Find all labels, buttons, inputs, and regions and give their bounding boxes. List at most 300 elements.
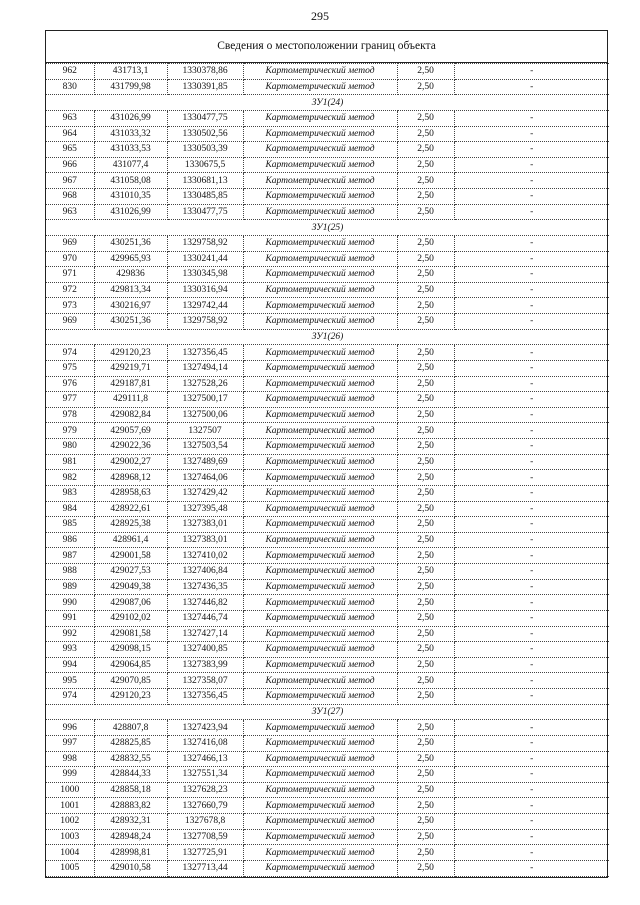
method-cell: Картометрический метод xyxy=(243,626,397,642)
point-number-cell: 974 xyxy=(46,345,94,361)
note-cell: - xyxy=(454,126,609,142)
table-row xyxy=(46,439,609,455)
x-coordinate-cell: 431799,98 xyxy=(94,79,167,95)
point-number-cell: 993 xyxy=(46,642,94,658)
y-coordinate-cell: 1327708,59 xyxy=(167,829,243,845)
y-coordinate-cell: 1327446,82 xyxy=(167,595,243,611)
method-cell: Картометрический метод xyxy=(243,532,397,548)
accuracy-cell: 2,50 xyxy=(397,751,454,767)
accuracy-cell: 2,50 xyxy=(397,501,454,517)
table-row xyxy=(46,626,609,642)
note-cell: - xyxy=(454,798,609,814)
table-row xyxy=(46,392,609,408)
table-row xyxy=(46,314,609,330)
note-cell: - xyxy=(454,767,609,783)
accuracy-cell: 2,50 xyxy=(397,423,454,439)
method-cell: Картометрический метод xyxy=(243,610,397,626)
note-cell: - xyxy=(454,376,609,392)
y-coordinate-cell: 1327383,99 xyxy=(167,657,243,673)
point-number-cell: 978 xyxy=(46,407,94,423)
note-cell: - xyxy=(454,407,609,423)
accuracy-cell: 2,50 xyxy=(397,298,454,314)
point-number-cell: 987 xyxy=(46,548,94,564)
point-number-cell: 974 xyxy=(46,689,94,705)
table-row xyxy=(46,64,609,80)
y-coordinate-cell: 1330378,86 xyxy=(167,64,243,80)
point-number-cell: 981 xyxy=(46,454,94,470)
table-row xyxy=(46,532,609,548)
note-cell: - xyxy=(454,626,609,642)
y-coordinate-cell: 1327383,01 xyxy=(167,532,243,548)
point-number-cell: 969 xyxy=(46,235,94,251)
accuracy-cell: 2,50 xyxy=(397,610,454,626)
accuracy-cell: 2,50 xyxy=(397,251,454,267)
x-coordinate-cell: 428832,55 xyxy=(94,751,167,767)
method-cell: Картометрический метод xyxy=(243,376,397,392)
point-number-cell: 980 xyxy=(46,439,94,455)
method-cell: Картометрический метод xyxy=(243,642,397,658)
method-cell: Картометрический метод xyxy=(243,829,397,845)
accuracy-cell: 2,50 xyxy=(397,626,454,642)
y-coordinate-cell: 1327356,45 xyxy=(167,345,243,361)
table-row xyxy=(46,345,609,361)
accuracy-cell: 2,50 xyxy=(397,673,454,689)
y-coordinate-cell: 1327423,94 xyxy=(167,720,243,736)
point-number-cell: 979 xyxy=(46,423,94,439)
accuracy-cell: 2,50 xyxy=(397,282,454,298)
table-row xyxy=(46,610,609,626)
method-cell: Картометрический метод xyxy=(243,267,397,283)
table-title: Сведения о местоположении границ объекта xyxy=(46,31,607,63)
y-coordinate-cell: 1327628,23 xyxy=(167,782,243,798)
accuracy-cell: 2,50 xyxy=(397,235,454,251)
note-cell: - xyxy=(454,579,609,595)
group-header-row xyxy=(46,95,609,111)
point-number-cell: 977 xyxy=(46,392,94,408)
note-cell: - xyxy=(454,235,609,251)
table-row xyxy=(46,767,609,783)
note-cell: - xyxy=(454,173,609,189)
y-coordinate-cell: 1327395,48 xyxy=(167,501,243,517)
point-number-cell: 968 xyxy=(46,189,94,205)
table-row xyxy=(46,235,609,251)
y-coordinate-cell: 1330675,5 xyxy=(167,157,243,173)
note-cell: - xyxy=(454,642,609,658)
note-cell: - xyxy=(454,532,609,548)
x-coordinate-cell: 428948,24 xyxy=(94,829,167,845)
table-row xyxy=(46,735,609,751)
accuracy-cell: 2,50 xyxy=(397,517,454,533)
y-coordinate-cell: 1327725,91 xyxy=(167,845,243,861)
x-coordinate-cell: 430216,97 xyxy=(94,298,167,314)
table-row xyxy=(46,673,609,689)
note-cell: - xyxy=(454,79,609,95)
x-coordinate-cell: 429081,58 xyxy=(94,626,167,642)
method-cell: Картометрический метод xyxy=(243,126,397,142)
note-cell: - xyxy=(454,360,609,376)
point-number-cell: 830 xyxy=(46,79,94,95)
accuracy-cell: 2,50 xyxy=(397,860,454,876)
accuracy-cell: 2,50 xyxy=(397,579,454,595)
point-number-cell: 972 xyxy=(46,282,94,298)
table-row xyxy=(46,189,609,205)
note-cell: - xyxy=(454,282,609,298)
coordinates-table xyxy=(46,63,609,877)
y-coordinate-cell: 1330316,94 xyxy=(167,282,243,298)
point-number-cell: 986 xyxy=(46,532,94,548)
method-cell: Картометрический метод xyxy=(243,282,397,298)
table-row xyxy=(46,173,609,189)
x-coordinate-cell: 429070,85 xyxy=(94,673,167,689)
point-number-cell: 963 xyxy=(46,204,94,220)
y-coordinate-cell: 1327400,85 xyxy=(167,642,243,658)
note-cell: - xyxy=(454,298,609,314)
accuracy-cell: 2,50 xyxy=(397,485,454,501)
accuracy-cell: 2,50 xyxy=(397,314,454,330)
x-coordinate-cell: 429002,27 xyxy=(94,454,167,470)
y-coordinate-cell: 1327410,02 xyxy=(167,548,243,564)
point-number-cell: 996 xyxy=(46,720,94,736)
accuracy-cell: 2,50 xyxy=(397,720,454,736)
table-row xyxy=(46,376,609,392)
note-cell: - xyxy=(454,720,609,736)
table-row xyxy=(46,142,609,158)
accuracy-cell: 2,50 xyxy=(397,79,454,95)
method-cell: Картометрический метод xyxy=(243,360,397,376)
point-number-cell: 1004 xyxy=(46,845,94,861)
y-coordinate-cell: 1327500,06 xyxy=(167,407,243,423)
point-number-cell: 988 xyxy=(46,564,94,580)
method-cell: Картометрический метод xyxy=(243,767,397,783)
y-coordinate-cell: 1327500,17 xyxy=(167,392,243,408)
y-coordinate-cell: 1327494,14 xyxy=(167,360,243,376)
table-row xyxy=(46,845,609,861)
y-coordinate-cell: 1330681,13 xyxy=(167,173,243,189)
table-row xyxy=(46,657,609,673)
accuracy-cell: 2,50 xyxy=(397,845,454,861)
x-coordinate-cell: 429111,8 xyxy=(94,392,167,408)
x-coordinate-cell: 431713,1 xyxy=(94,64,167,80)
note-cell: - xyxy=(454,548,609,564)
point-number-cell: 969 xyxy=(46,314,94,330)
y-coordinate-cell: 1330241,44 xyxy=(167,251,243,267)
y-coordinate-cell: 1327446,74 xyxy=(167,610,243,626)
method-cell: Картометрический метод xyxy=(243,407,397,423)
x-coordinate-cell: 428922,61 xyxy=(94,501,167,517)
x-coordinate-cell: 428844,33 xyxy=(94,767,167,783)
x-coordinate-cell: 429219,71 xyxy=(94,360,167,376)
accuracy-cell: 2,50 xyxy=(397,595,454,611)
group-header-row xyxy=(46,704,609,720)
table-row xyxy=(46,689,609,705)
method-cell: Картометрический метод xyxy=(243,548,397,564)
note-cell: - xyxy=(454,485,609,501)
point-number-cell: 994 xyxy=(46,657,94,673)
x-coordinate-cell: 431010,35 xyxy=(94,189,167,205)
method-cell: Картометрический метод xyxy=(243,204,397,220)
table-row xyxy=(46,782,609,798)
accuracy-cell: 2,50 xyxy=(397,532,454,548)
x-coordinate-cell: 428961,4 xyxy=(94,532,167,548)
point-number-cell: 983 xyxy=(46,485,94,501)
y-coordinate-cell: 1330477,75 xyxy=(167,204,243,220)
y-coordinate-cell: 1330391,85 xyxy=(167,79,243,95)
y-coordinate-cell: 1327464,06 xyxy=(167,470,243,486)
note-cell: - xyxy=(454,517,609,533)
table-row xyxy=(46,564,609,580)
table-row xyxy=(46,470,609,486)
point-number-cell: 964 xyxy=(46,126,94,142)
accuracy-cell: 2,50 xyxy=(397,142,454,158)
point-number-cell: 999 xyxy=(46,767,94,783)
method-cell: Картометрический метод xyxy=(243,720,397,736)
method-cell: Картометрический метод xyxy=(243,189,397,205)
table-row xyxy=(46,267,609,283)
accuracy-cell: 2,50 xyxy=(397,657,454,673)
y-coordinate-cell: 1327436,35 xyxy=(167,579,243,595)
x-coordinate-cell: 429027,53 xyxy=(94,564,167,580)
boundary-table-sheet xyxy=(45,30,608,878)
table-row xyxy=(46,251,609,267)
x-coordinate-cell: 428998,81 xyxy=(94,845,167,861)
x-coordinate-cell: 431058,08 xyxy=(94,173,167,189)
note-cell: - xyxy=(454,610,609,626)
y-coordinate-cell: 1327358,07 xyxy=(167,673,243,689)
x-coordinate-cell: 428883,82 xyxy=(94,798,167,814)
table-row xyxy=(46,407,609,423)
y-coordinate-cell: 1327416,08 xyxy=(167,735,243,751)
y-coordinate-cell: 1327489,69 xyxy=(167,454,243,470)
accuracy-cell: 2,50 xyxy=(397,173,454,189)
point-number-cell: 1005 xyxy=(46,860,94,876)
point-number-cell: 962 xyxy=(46,64,94,80)
accuracy-cell: 2,50 xyxy=(397,345,454,361)
x-coordinate-cell: 429010,58 xyxy=(94,860,167,876)
method-cell: Картометрический метод xyxy=(243,657,397,673)
x-coordinate-cell: 431033,32 xyxy=(94,126,167,142)
x-coordinate-cell: 429049,38 xyxy=(94,579,167,595)
point-number-cell: 970 xyxy=(46,251,94,267)
accuracy-cell: 2,50 xyxy=(397,470,454,486)
table-row xyxy=(46,720,609,736)
method-cell: Картометрический метод xyxy=(243,564,397,580)
y-coordinate-cell: 1330345,98 xyxy=(167,267,243,283)
parcel-group-label: ЗУ1(24) xyxy=(46,95,609,111)
method-cell: Картометрический метод xyxy=(243,798,397,814)
x-coordinate-cell: 430251,36 xyxy=(94,314,167,330)
x-coordinate-cell: 431026,99 xyxy=(94,204,167,220)
accuracy-cell: 2,50 xyxy=(397,782,454,798)
point-number-cell: 989 xyxy=(46,579,94,595)
x-coordinate-cell: 429965,93 xyxy=(94,251,167,267)
method-cell: Картометрический метод xyxy=(243,110,397,126)
table-row xyxy=(46,517,609,533)
point-number-cell: 995 xyxy=(46,673,94,689)
point-number-cell: 1002 xyxy=(46,814,94,830)
point-number-cell: 984 xyxy=(46,501,94,517)
note-cell: - xyxy=(454,470,609,486)
x-coordinate-cell: 429087,06 xyxy=(94,595,167,611)
table-row xyxy=(46,595,609,611)
table-row xyxy=(46,548,609,564)
table-row xyxy=(46,126,609,142)
table-row xyxy=(46,485,609,501)
x-coordinate-cell: 429057,69 xyxy=(94,423,167,439)
table-row xyxy=(46,798,609,814)
method-cell: Картометрический метод xyxy=(243,298,397,314)
x-coordinate-cell: 429102,02 xyxy=(94,610,167,626)
method-cell: Картометрический метод xyxy=(243,454,397,470)
note-cell: - xyxy=(454,110,609,126)
table-row xyxy=(46,298,609,314)
table-row xyxy=(46,110,609,126)
y-coordinate-cell: 1327551,34 xyxy=(167,767,243,783)
x-coordinate-cell: 428858,18 xyxy=(94,782,167,798)
table-row xyxy=(46,423,609,439)
note-cell: - xyxy=(454,860,609,876)
table-row xyxy=(46,751,609,767)
note-cell: - xyxy=(454,439,609,455)
method-cell: Картометрический метод xyxy=(243,845,397,861)
method-cell: Картометрический метод xyxy=(243,314,397,330)
method-cell: Картометрический метод xyxy=(243,501,397,517)
accuracy-cell: 2,50 xyxy=(397,829,454,845)
method-cell: Картометрический метод xyxy=(243,439,397,455)
x-coordinate-cell: 429098,15 xyxy=(94,642,167,658)
y-coordinate-cell: 1327503,54 xyxy=(167,439,243,455)
method-cell: Картометрический метод xyxy=(243,64,397,80)
table-row xyxy=(46,204,609,220)
accuracy-cell: 2,50 xyxy=(397,376,454,392)
note-cell: - xyxy=(454,845,609,861)
point-number-cell: 991 xyxy=(46,610,94,626)
note-cell: - xyxy=(454,345,609,361)
point-number-cell: 976 xyxy=(46,376,94,392)
y-coordinate-cell: 1329758,92 xyxy=(167,314,243,330)
note-cell: - xyxy=(454,204,609,220)
table-row xyxy=(46,79,609,95)
note-cell: - xyxy=(454,782,609,798)
x-coordinate-cell: 429082,84 xyxy=(94,407,167,423)
method-cell: Картометрический метод xyxy=(243,579,397,595)
method-cell: Картометрический метод xyxy=(243,595,397,611)
note-cell: - xyxy=(454,64,609,80)
accuracy-cell: 2,50 xyxy=(397,267,454,283)
accuracy-cell: 2,50 xyxy=(397,642,454,658)
point-number-cell: 997 xyxy=(46,735,94,751)
accuracy-cell: 2,50 xyxy=(397,689,454,705)
x-coordinate-cell: 429064,85 xyxy=(94,657,167,673)
x-coordinate-cell: 428968,12 xyxy=(94,470,167,486)
method-cell: Картометрический метод xyxy=(243,860,397,876)
y-coordinate-cell: 1327507 xyxy=(167,423,243,439)
method-cell: Картометрический метод xyxy=(243,470,397,486)
table-row xyxy=(46,829,609,845)
note-cell: - xyxy=(454,454,609,470)
accuracy-cell: 2,50 xyxy=(397,189,454,205)
method-cell: Картометрический метод xyxy=(243,485,397,501)
note-cell: - xyxy=(454,829,609,845)
x-coordinate-cell: 430251,36 xyxy=(94,235,167,251)
note-cell: - xyxy=(454,142,609,158)
note-cell: - xyxy=(454,189,609,205)
method-cell: Картометрический метод xyxy=(243,392,397,408)
accuracy-cell: 2,50 xyxy=(397,407,454,423)
y-coordinate-cell: 1327429,42 xyxy=(167,485,243,501)
method-cell: Картометрический метод xyxy=(243,157,397,173)
note-cell: - xyxy=(454,751,609,767)
x-coordinate-cell: 429813,34 xyxy=(94,282,167,298)
point-number-cell: 990 xyxy=(46,595,94,611)
y-coordinate-cell: 1327383,01 xyxy=(167,517,243,533)
method-cell: Картометрический метод xyxy=(243,735,397,751)
point-number-cell: 985 xyxy=(46,517,94,533)
accuracy-cell: 2,50 xyxy=(397,126,454,142)
note-cell: - xyxy=(454,267,609,283)
x-coordinate-cell: 429836 xyxy=(94,267,167,283)
x-coordinate-cell: 429120,23 xyxy=(94,345,167,361)
note-cell: - xyxy=(454,564,609,580)
note-cell: - xyxy=(454,689,609,705)
y-coordinate-cell: 1330485,85 xyxy=(167,189,243,205)
method-cell: Картометрический метод xyxy=(243,782,397,798)
table-row xyxy=(46,860,609,876)
x-coordinate-cell: 428825,85 xyxy=(94,735,167,751)
method-cell: Картометрический метод xyxy=(243,517,397,533)
method-cell: Картометрический метод xyxy=(243,689,397,705)
y-coordinate-cell: 1327678,8 xyxy=(167,814,243,830)
x-coordinate-cell: 429022,36 xyxy=(94,439,167,455)
accuracy-cell: 2,50 xyxy=(397,735,454,751)
note-cell: - xyxy=(454,251,609,267)
point-number-cell: 982 xyxy=(46,470,94,486)
parcel-group-label: ЗУ1(27) xyxy=(46,704,609,720)
accuracy-cell: 2,50 xyxy=(397,64,454,80)
table-row xyxy=(46,454,609,470)
method-cell: Картометрический метод xyxy=(243,142,397,158)
y-coordinate-cell: 1327528,26 xyxy=(167,376,243,392)
group-header-row xyxy=(46,220,609,236)
table-row xyxy=(46,814,609,830)
x-coordinate-cell: 428925,38 xyxy=(94,517,167,533)
note-cell: - xyxy=(454,595,609,611)
y-coordinate-cell: 1329742,44 xyxy=(167,298,243,314)
page-number: 295 xyxy=(311,9,329,23)
y-coordinate-cell: 1330477,75 xyxy=(167,110,243,126)
x-coordinate-cell: 429001,58 xyxy=(94,548,167,564)
note-cell: - xyxy=(454,423,609,439)
point-number-cell: 965 xyxy=(46,142,94,158)
note-cell: - xyxy=(454,735,609,751)
y-coordinate-cell: 1330502,56 xyxy=(167,126,243,142)
point-number-cell: 992 xyxy=(46,626,94,642)
accuracy-cell: 2,50 xyxy=(397,767,454,783)
note-cell: - xyxy=(454,673,609,689)
point-number-cell: 973 xyxy=(46,298,94,314)
point-number-cell: 975 xyxy=(46,360,94,376)
note-cell: - xyxy=(454,157,609,173)
y-coordinate-cell: 1327427,14 xyxy=(167,626,243,642)
x-coordinate-cell: 428958,63 xyxy=(94,485,167,501)
method-cell: Картометрический метод xyxy=(243,423,397,439)
note-cell: - xyxy=(454,392,609,408)
accuracy-cell: 2,50 xyxy=(397,798,454,814)
parcel-group-label: ЗУ1(26) xyxy=(46,329,609,345)
method-cell: Картометрический метод xyxy=(243,751,397,767)
y-coordinate-cell: 1327660,79 xyxy=(167,798,243,814)
note-cell: - xyxy=(454,501,609,517)
x-coordinate-cell: 428807,8 xyxy=(94,720,167,736)
